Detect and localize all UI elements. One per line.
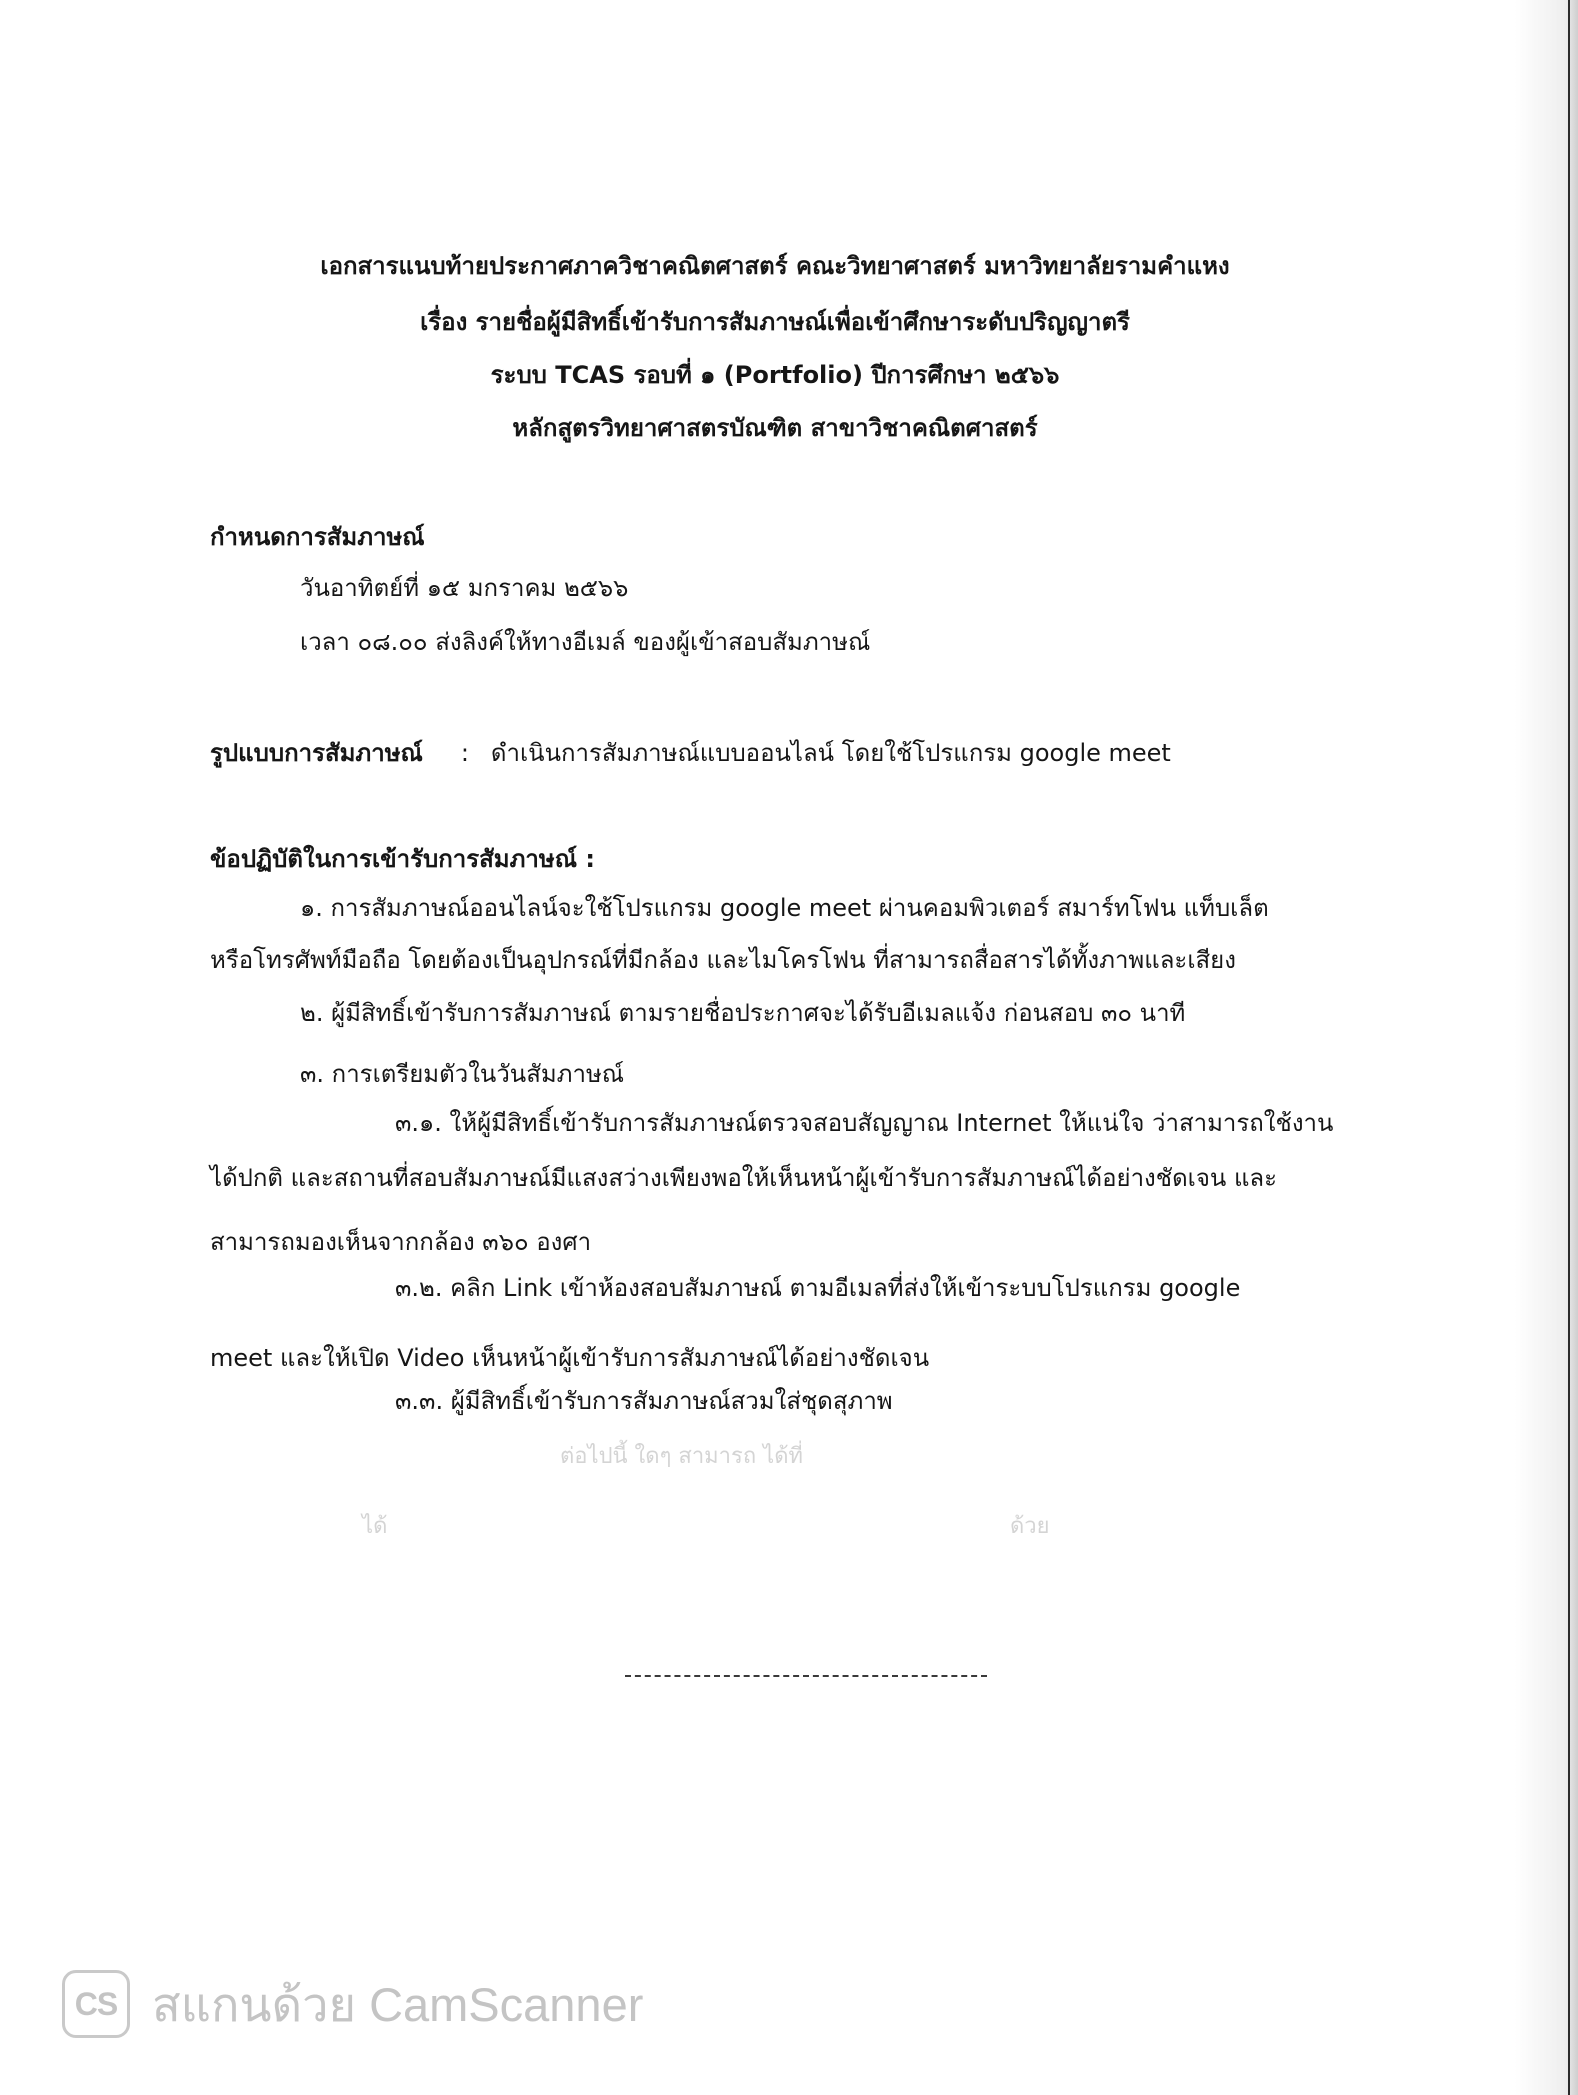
schedule-time: เวลา ๐๘.๐๐ ส่งลิงค์ให้ทางอีเมล์ ของผู้เข้าสอบสัมภาษณ์	[300, 628, 871, 656]
format-heading: รูปแบบการสัมภาษณ์	[210, 739, 423, 767]
page-edge-line	[1568, 0, 1570, 2095]
rule-2: ๒. ผู้มีสิทธิ์เข้ารับการสัมภาษณ์ ตามรายชื่อประกาศจะได้รับอีเมลแจ้ง ก่อนสอบ ๓๐ นาที	[300, 999, 1186, 1027]
rules-heading: ข้อปฏิบัติในการเข้ารับการสัมภาษณ์ :	[210, 845, 595, 873]
format-text: ดำเนินการสัมภาษณ์แบบออนไลน์ โดยใช้โปรแกรม google meet	[490, 739, 1171, 767]
rule-3-1-line-3: สามารถมองเห็นจากกล้อง ๓๖๐ องศา	[210, 1228, 592, 1256]
camscanner-logo-icon	[62, 1970, 130, 2038]
format-row	[210, 737, 1171, 769]
format-separator: :	[460, 739, 469, 767]
schedule-date: วันอาทิตย์ที่ ๑๕ มกราคม ๒๕๖๖	[300, 574, 629, 602]
rule-3-1-line-2: ได้ปกติ และสถานที่สอบสัมภาษณ์มีแสงสว่างเพียงพอให้เห็นหน้าผู้เข้ารับการสัมภาษณ์ได้อย่างชัดเจน และ	[210, 1164, 1278, 1192]
rule-3-2-line-2: meet และให้เปิด Video เห็นหน้าผู้เข้ารับการสัมภาษณ์ได้อย่างชัดเจน	[210, 1344, 930, 1372]
rule-1-line-1: ๑. การสัมภาษณ์ออนไลน์จะใช้โปรแกรม google meet ผ่านคอมพิวเตอร์ สมาร์ทโฟน แท็บเล็ต	[300, 894, 1269, 922]
rule-3-1-line-1: ๓.๑. ให้ผู้มีสิทธิ์เข้ารับการสัมภาษณ์ตรวจสอบสัญญาณ Internet ให้แน่ใจ ว่าสามารถใช้งาน	[395, 1109, 1334, 1137]
bleed-through-text-1: ต่อไปนี้ ใดๆ สามารถ ได้ที่	[560, 1444, 804, 1469]
bleed-through-text-3: ด้วย	[1010, 1514, 1050, 1539]
schedule-heading: กำหนดการสัมภาษณ์	[210, 523, 425, 551]
camscanner-watermark-text: สแกนด้วย CamScanner	[152, 1977, 644, 2031]
header-line-2: เรื่อง รายชื่อผู้มีสิทธิ์เข้ารับการสัมภาษณ์เพื่อเข้าศึกษาระดับปริญญาตรี	[420, 308, 1130, 336]
rule-3-3: ๓.๓. ผู้มีสิทธิ์เข้ารับการสัมภาษณ์สวมใส่ชุดสุภาพ	[395, 1387, 893, 1415]
bleed-through-text-2: ได้	[362, 1514, 388, 1539]
header-line-4: หลักสูตรวิทยาศาสตรบัณฑิต สาขาวิชาคณิตศาสตร์	[512, 414, 1038, 442]
rule-1-line-2: หรือโทรศัพท์มือถือ โดยต้องเป็นอุปกรณ์ที่มีกล้อง และไมโครโฟน ที่สามารถสื่อสารได้ทั้งภาพและเสียง	[210, 946, 1236, 974]
rule-3: ๓. การเตรียมตัวในวันสัมภาษณ์	[300, 1060, 625, 1088]
header-line-3: ระบบ TCAS รอบที่ ๑ (Portfolio) ปีการศึกษา ๒๕๖๖	[490, 361, 1060, 389]
header-line-1: เอกสารแนบท้ายประกาศภาควิชาคณิตศาสตร์ คณะวิทยาศาสตร์ มหาวิทยาลัยรามคำแหง	[320, 252, 1230, 280]
camscanner-logo-text: CS	[74, 1985, 118, 2022]
rule-3-2-line-1: ๓.๒. คลิก Link เข้าห้องสอบสัมภาษณ์ ตามอีเมลที่ส่งให้เข้าระบบโปรแกรม google	[395, 1274, 1241, 1302]
camscanner-watermark	[62, 1968, 643, 2040]
end-dashed-rule	[625, 1675, 987, 1677]
